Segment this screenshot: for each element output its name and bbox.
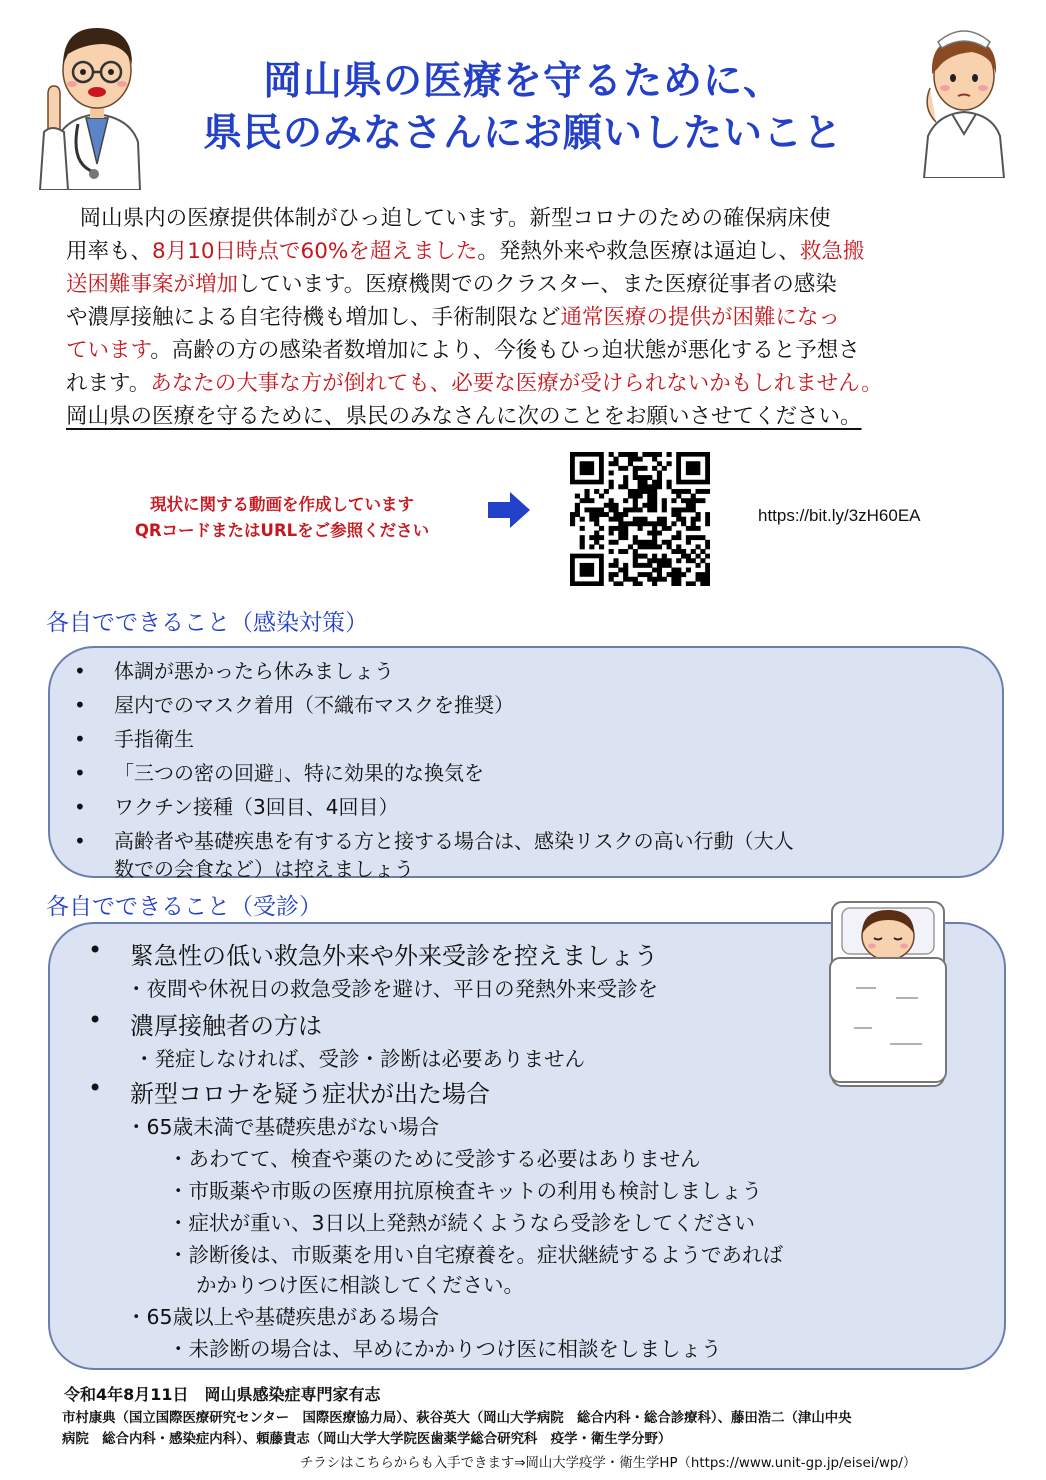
intro-line: 岡山県内の医療提供体制がひっ迫しています。新型コロナのための確保病床使 [79, 206, 831, 231]
list-item: • 新型コロナを疑う症状が出た場合 [88, 1074, 490, 1108]
list-item: • 緊急性の低い救急外来や外来受診を控えましょう [88, 936, 658, 970]
video-notice-line1: 現状に関する動画を作成しています [150, 495, 414, 514]
list-item: • ワクチン接種（3回目、4回目） [74, 795, 399, 819]
intro-line: や濃厚接触による自宅待機も増加し、手術制限など通常医療の提供が困難になっ [66, 305, 841, 330]
sub-sub-list-item: ・未診断の場合は、早めにかかりつけ医に相談をしましょう [168, 1337, 722, 1361]
qr-code[interactable] [570, 452, 710, 586]
list-item: • 高齢者や基礎疾患を有する方と接する場合は、感染リスクの高い行動（大人 [74, 829, 794, 853]
sub-sub-list-item: ・診断後は、市販薬を用い自宅療養を。症状継続するようであれば [168, 1243, 783, 1267]
highlight-text: 通常医療の提供が困難になっ [560, 305, 841, 330]
sub-sub-list-item: ・あわてて、検査や薬のために受診する必要はありません [168, 1147, 701, 1171]
sub-sub-list-item: ・市販薬や市販の医療用抗原検査キットの利用も検討しましょう [168, 1179, 763, 1203]
intro-line-underlined: 岡山県の医療を守るために、県民のみなさんに次のことをお願いさせてください。 [66, 404, 862, 429]
page-title-line2: 県民のみなさんにお願いしたいこと [202, 111, 843, 156]
sub-list-item: ・65歳未満で基礎疾患がない場合 [126, 1115, 440, 1139]
section2-heading: 各自でできること（受診） [46, 894, 322, 920]
highlight-text: 8月10日時点で60%を超えました [152, 239, 478, 264]
list-item: • 屋内でのマスク着用（不織布マスクを推奨） [74, 693, 514, 717]
section1-heading: 各自でできること（感染対策） [46, 610, 368, 636]
list-item: • 「三つの密の回避」、特に効果的な換気を [74, 761, 484, 785]
page-title-line1: 岡山県の医療を守るために、 [262, 59, 783, 104]
footer-authors-line2: 病院 総合内科・感染症内科）、頼藤貴志（岡山大学大学院医歯薬学総合研究科 疫学・衛生学分野） [62, 1432, 672, 1447]
video-url-link[interactable]: https://bit.ly/3zH60EA [758, 506, 921, 525]
list-item: • 体調が悪かったら休みましょう [74, 659, 394, 683]
sleeping-patient-illustration [826, 898, 950, 1090]
intro-line: 送困難事案が増加しています。医療機関でのクラスター、また医療従事者の感染 [66, 272, 837, 297]
intro-paragraph [66, 202, 986, 433]
footer-date: 令和4年8月11日 岡山県感染症専門家有志 [64, 1385, 381, 1404]
section1-box [48, 646, 1004, 881]
footer-authors [62, 1408, 1006, 1450]
sub-list-item: ・発症しなければ、受診・診断は必要ありません [134, 1047, 585, 1071]
sub-list-item: ・夜間や休祝日の救急受診を避け、平日の発熱外来受診を [126, 977, 659, 1001]
arrow-right-icon [486, 490, 532, 530]
intro-line: れます。あなたの大事な方が倒れても、必要な医療が受けられないかもしれません。 [66, 371, 883, 396]
doctor-illustration [34, 14, 160, 190]
highlight-text: 救急搬 [799, 239, 865, 264]
list-item: • 手指衛生 [74, 727, 194, 751]
highlight-text: ています [66, 338, 151, 363]
highlight-text: あなたの大事な方が倒れても、必要な医療が受けられないかもしれません。 [150, 371, 883, 396]
sub-sub-list-item-continuation: かかりつけ医に相談してください。 [196, 1273, 524, 1297]
video-notice [92, 492, 472, 544]
nurse-illustration [912, 18, 1016, 178]
intro-line: 用率も、8月10日時点で60%を超えました。発熱外来や救急医療は逼迫し、救急搬 [66, 239, 865, 264]
footer-source-link[interactable]: チラシはこちらからも入手できます⇒岡山大学疫学・衛生学HP（https://www.unit-gp.jp/eisei/wp/） [300, 1456, 917, 1471]
sub-sub-list-item: ・症状が重い、3日以上発熱が続くようなら受診をしてください [168, 1211, 756, 1235]
footer-authors-line1: 市村康典（国立国際医療研究センター 国際医療協力局）、萩谷英大（岡山大学病院 総合内科・総合診療科）、藤田浩二（津山中央 [62, 1411, 852, 1426]
list-item-continuation: 数での会食など）は控えましょう [114, 857, 414, 881]
list-item: • 濃厚接触者の方は [88, 1006, 322, 1040]
video-notice-line2: QRコードまたはURLをご参照ください [134, 521, 430, 540]
intro-line: ています。高齢の方の感染者数増加により、今後もひっ迫状態が悪化すると予想さ [66, 338, 860, 363]
highlight-text: 送困難事案が増加 [66, 272, 239, 297]
sub-list-item: ・65歳以上や基礎疾患がある場合 [126, 1305, 440, 1329]
